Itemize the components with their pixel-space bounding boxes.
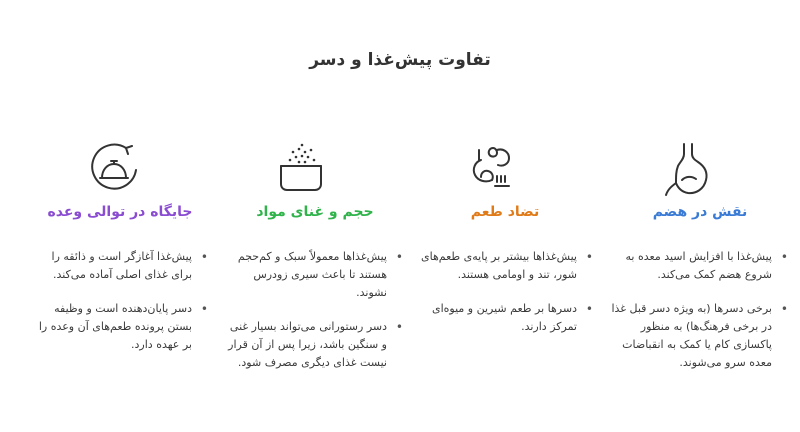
bullet-icon: •	[200, 250, 208, 264]
salt-shaker-icon	[273, 140, 329, 200]
column-meal-sequence	[30, 140, 210, 425]
stomach-icon	[662, 140, 718, 200]
list-item: • دسر رستورانی می‌تواند بسیار غنی و سنگین باشد، زیرا پس از آن قرار نیست غذای دیگری مصرف شود.	[228, 320, 403, 369]
bullet-icon: •	[780, 250, 788, 264]
list-item: • پیش‌غذا با افزایش اسید معده به شروع هضم کمک می‌کند.	[625, 250, 788, 281]
list-item: • پیش‌غذاها معمولاً سبک و کم‌حجم هستند تا باعث سیری زودرس نشوند.	[237, 250, 403, 299]
list-item: • پیش‌غذا آغازگر است و ذائقه را برای غذای اصلی آماده می‌کند.	[51, 250, 208, 281]
heading-volume-richness: حجم و غنای مواد	[256, 204, 374, 220]
bullet-icon: •	[585, 250, 593, 264]
heading-taste-contrast: تضاد طعم	[470, 204, 540, 220]
column-taste-contrast	[415, 140, 595, 425]
column-volume-richness	[225, 140, 405, 425]
page-title: تفاوت پیش‌غذا و دسر	[309, 50, 491, 70]
bullet-icon: •	[200, 302, 208, 316]
list-item: • پیش‌غذاها بیشتر بر پایه‌ی طعم‌های شور، تند و اومامی هستند.	[421, 250, 593, 281]
column-digestion	[610, 140, 790, 425]
list-item: • دسر پایان‌دهنده است و وظیفه بستن پرونده طعم‌های آن وعده را بر عهده دارد.	[38, 302, 208, 351]
bullet-icon: •	[395, 320, 403, 334]
bullet-icon: •	[780, 302, 788, 316]
bullet-icon: •	[585, 302, 593, 316]
heading-meal-sequence: جایگاه در توالی وعده	[47, 204, 193, 220]
heading-digestion: نقش در هضم	[652, 204, 748, 220]
bullet-icon: •	[395, 250, 403, 264]
list-volume-richness	[225, 248, 405, 388]
list-taste-contrast	[415, 248, 595, 352]
list-meal-sequence	[30, 248, 210, 370]
list-item: • دسرها بر طعم شیرین و میوه‌ای تمرکز دارند.	[431, 302, 593, 333]
list-item: • برخی دسرها (به ویژه دسر قبل غذا در برخی فرهنگ‌ها) به منظور پاکسازی کام یا کمک به انقباضات معده سرو می‌شوند.	[611, 302, 788, 369]
serving-cloche-clock-icon	[86, 140, 142, 200]
chili-pepper-icon	[467, 140, 523, 200]
list-digestion	[610, 248, 790, 388]
